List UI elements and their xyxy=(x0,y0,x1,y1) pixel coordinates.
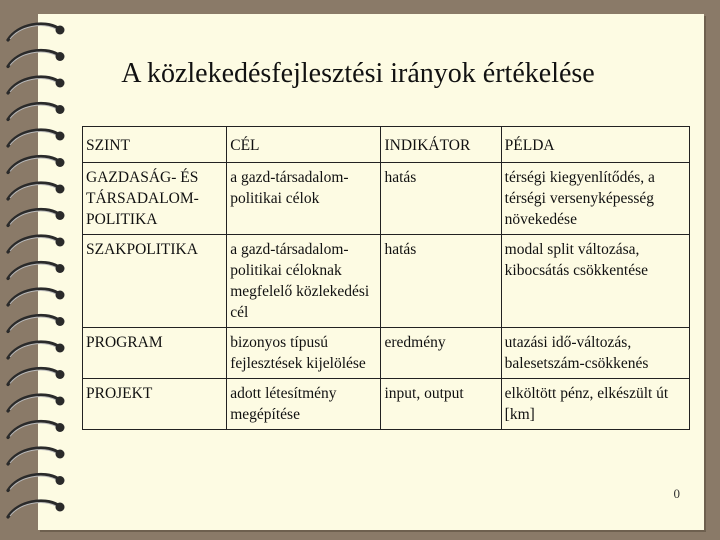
table-row xyxy=(83,235,690,328)
cell-cel: a gazd-társadalom-politikai céloknak megfelelő közlekedési cél xyxy=(227,235,381,328)
binding-ring xyxy=(8,183,65,199)
cell-szint: GAZDASÁG- ÉS TÁRSADALOM-POLITIKA xyxy=(83,163,227,235)
cell-szint: PROGRAM xyxy=(83,328,227,379)
binding-ring xyxy=(8,210,65,226)
cell-szint: PROJEKT xyxy=(83,379,227,430)
table-row xyxy=(83,163,690,235)
binding-ring xyxy=(8,422,65,438)
cell-indikator: input, output xyxy=(381,379,501,430)
table-row xyxy=(83,328,690,379)
page-number: 0 xyxy=(673,486,680,501)
binding-ring xyxy=(8,289,65,305)
binding-ring xyxy=(8,369,65,385)
binding-ring xyxy=(8,236,65,252)
header-indikator: INDIKÁTOR xyxy=(381,127,501,163)
header-szint: SZINT xyxy=(83,127,227,163)
binding-ring xyxy=(8,316,65,332)
table-header-row xyxy=(83,127,690,163)
cell-indikator: hatás xyxy=(381,163,501,235)
cell-pelda: modal split változása, kibocsátás csökkentése xyxy=(501,235,689,328)
slide-title: A közlekedésfejlesztési irányok értékelése xyxy=(121,58,595,89)
cell-pelda: térségi kiegyenlítődés, a térségi versenyképesség növekedése xyxy=(501,163,689,235)
cell-pelda: utazási idő-változás, balesetszám-csökkenés xyxy=(501,328,689,379)
evaluation-table xyxy=(82,126,690,430)
cell-szint: SZAKPOLITIKA xyxy=(83,235,227,328)
binding-ring xyxy=(8,263,65,279)
binding-ring xyxy=(8,130,65,146)
binding-ring xyxy=(8,104,65,120)
cell-indikator: eredmény xyxy=(381,328,501,379)
cell-pelda: elköltött pénz, elkészült út [km] xyxy=(501,379,689,430)
header-cel: CÉL xyxy=(227,127,381,163)
binding-ring xyxy=(8,342,65,358)
binding-ring xyxy=(8,448,65,464)
binding-ring xyxy=(8,157,65,173)
header-pelda: PÉLDA xyxy=(501,127,689,163)
table-row xyxy=(83,379,690,430)
cell-indikator: hatás xyxy=(381,235,501,328)
binding-ring xyxy=(8,501,65,517)
cell-cel: a gazd-társadalom-politikai célok xyxy=(227,163,381,235)
binding-ring xyxy=(8,395,65,411)
cell-cel: adott létesítmény megépítése xyxy=(227,379,381,430)
binding-ring xyxy=(8,24,65,40)
binding-ring xyxy=(8,475,65,491)
cell-cel: bizonyos típusú fejlesztések kijelölése xyxy=(227,328,381,379)
